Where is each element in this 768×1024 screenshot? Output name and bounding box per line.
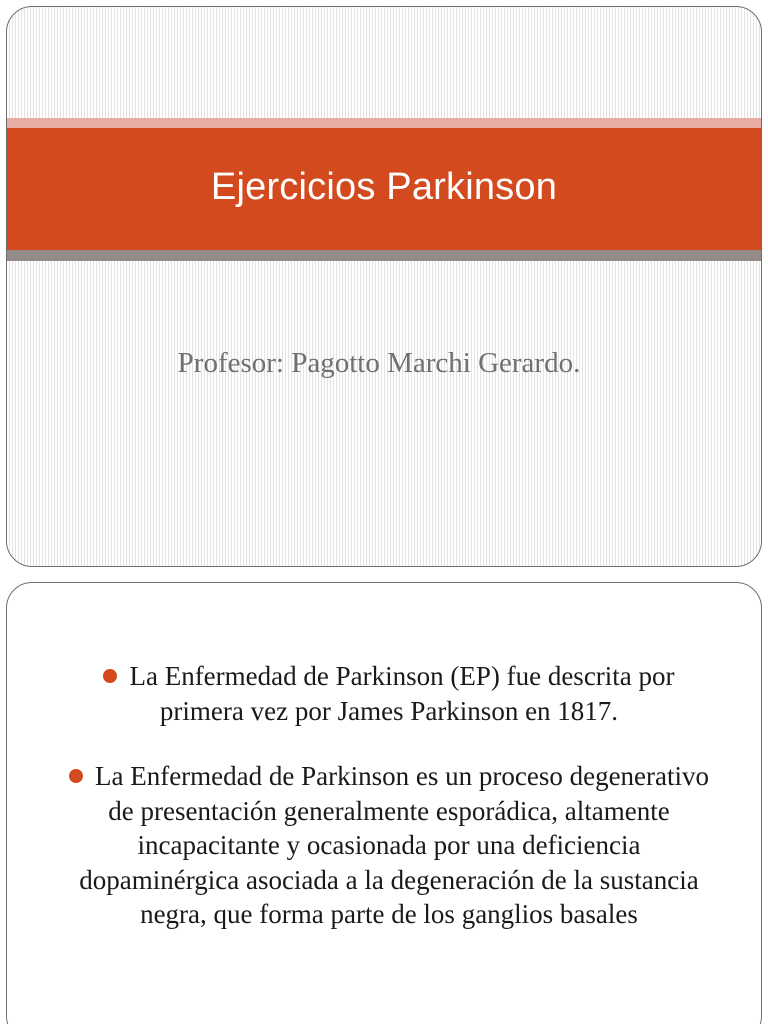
title-band-bottom-stripe (7, 250, 761, 261)
title-slide (6, 6, 762, 567)
title-band-top-stripe (7, 118, 761, 128)
bullet-item (67, 659, 711, 728)
bullet-text: La Enfermedad de Parkinson (EP) fue descrita por primera vez por James Parkinson en 1817. (129, 661, 675, 726)
content-slide (6, 582, 762, 1024)
bullet-text: La Enfermedad de Parkinson es un proceso degenerativo de presentación generalmente esporádica, altamente incapacitante y ocasionada por una deficiencia dopaminérgica asociada a la degeneración de la sustancia negra, que forma parte de los ganglios basales (79, 761, 710, 929)
bullet-dot-icon (103, 669, 117, 683)
slide-title: Ejercicios Parkinson (210, 165, 558, 208)
bullet-dot-icon (69, 769, 83, 783)
bullet-list (67, 659, 711, 932)
slide-subtitle: Profesor: Pagotto Marchi Gerardo. (177, 347, 581, 379)
title-band (7, 128, 761, 250)
bullet-item (67, 759, 711, 932)
